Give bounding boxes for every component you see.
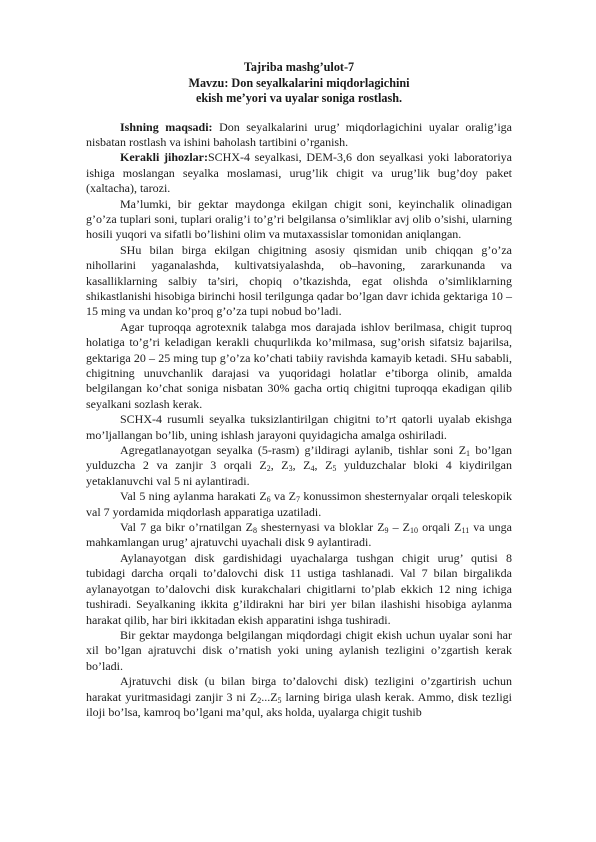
subscript: 1 [466, 449, 471, 459]
subscript: 2 [266, 464, 271, 474]
lab-title: Tajriba mashg’ulot-7 [243, 60, 355, 74]
paragraph-9: Bir gektar maydonga belgilangan miqdordagi chigit ekish uchun uyalar soni har xil bo’lgan ajratuvchi disk o’rnatish yoki uning aylanish tezligini o’zgartish kerak bo’ladi. [86, 627, 512, 673]
paragraph-5 [86, 443, 512, 489]
text-run: , Z [292, 458, 311, 473]
text-run: va unga mahkamlangan urug’ ajratuvchi uyachali disk 9 aylantiradi. [86, 520, 512, 550]
text-run: Val 5 ning aylanma harakati Z [120, 489, 267, 504]
text-run: ...Z [261, 689, 278, 704]
text-run: larning biriga ulash kerak. Ammo, disk tezligi iloji bo’lsa, kamroq bo’lgani ma’qul, aks holda, uyalarga chigit tushib [86, 689, 513, 719]
subscript: 8 [252, 526, 257, 536]
subscript: 10 [410, 526, 419, 536]
paragraph-6 [86, 489, 512, 520]
subscript: 4 [310, 464, 315, 474]
title-block [86, 60, 512, 107]
tools-paragraph [86, 150, 512, 196]
text-run: konussimon shesternyalar orqali teleskopik val 7 yordamida miqdorlash apparatiga uzatiladi. [86, 489, 512, 519]
goal-label: Ishning maqsadi: [120, 119, 213, 134]
goal-paragraph [86, 120, 512, 151]
text-run: Agregatlanayotgan seyalka (5-rasm) g’ildiragi aylanib, tishlar soni Z [120, 443, 467, 458]
tools-text: SCHX-4 seyalkasi, DEM-3,6 don seyalkasi yoki laboratoriya ishiga moslangan seyalka moslamasi, urug’lik chigit va urug’lik bug’doy paket (xaltacha), tarozi. [86, 150, 512, 196]
text-run: , Z [314, 458, 333, 473]
paragraph-10 [86, 674, 512, 720]
paragraph-8: Aylanayotgan disk gardishidagi uyachalarga tushgan chigit urug’ qutisi 8 tubidagi darcha orqali to’dalovchi disk 11 ustiga tashlanadi. Val 7 bilan birgalikda aylanayotgan to’dalovchi disk kurakchalari chigitlarni to’plab ekkich 12 ning ichiga tushiradi. Seyalkaning ikkita g’ildirakni har biri yer bilan ilashishi hisobiga aylanma harakat qilib, har biri ikkitadan ekish apparatini ishga tushiradi. [86, 550, 512, 627]
text-run: orqali Z [418, 520, 462, 535]
text-run: Val 7 ga bikr o’rnatilgan Z [120, 520, 253, 535]
subscript: 5 [332, 464, 337, 474]
paragraph-4: SCHX-4 rusumli seyalka tuksizlantirilgan chigitni to’rt qatorli uyalab ekishga mo’ljallangan bo’lib, uning ishlash jarayoni quyidagicha amalga oshiriladi. [86, 412, 512, 442]
topic-line-1: Mavzu: Don seyalkalarini miqdorlagichini [188, 75, 410, 90]
subscript: 3 [288, 464, 293, 474]
text-run: bo’lgan yulduzcha 2 va zanjir 3 orqali Z [86, 443, 512, 473]
subscript: 11 [461, 526, 470, 536]
paragraph-2: SHu bilan birga ekilgan chigitning asosiy qismidan unib chiqqan g’o’za nihollarini yaganalashda, kultivatsiyalashda, ob–havoning, zararkunanda va kasalliklarning salbiy ta’siri, chopiq o’tkazishda, egat olishda o’simliklarning shikastlanishi hisobiga birinchi hosil terilgunga qadar bo’lgan davr ichida gektariga 10 – 15 ming va undan ko’proq g’o’za tupi nobud bo’ladi. [86, 242, 512, 319]
text-run: Ajratuvchi disk (u bilan birga to’dalovchi disk) tezligini o’zgartirish uchun harakat yuritmasidagi zanjir 3 ni Z [86, 674, 512, 704]
tools-label: Kerakli jihozlar: [120, 150, 208, 165]
subscript: 7 [296, 495, 300, 505]
subscript: 5 [277, 695, 282, 705]
subscript: 6 [266, 495, 271, 505]
subscript: 2 [257, 695, 262, 705]
text-run: va Z [270, 489, 296, 504]
text-run: shesternyasi va bloklar Z [256, 520, 385, 535]
topic-line-2: ekish me’yori va uyalar soniga rostlash. [195, 91, 403, 105]
subscript: 9 [384, 526, 389, 536]
paragraph-1: Ma’lumki, bir gektar maydonga ekilgan chigit soni, keyinchalik olinadigan g’o’za tuplari soni, tuplari oralig’i to’g’ri belgilansa o’simliklar avj olib o’sishi, ularning hosili yuqori va sifatli bo’lishini olim va mutaxassislar tomonidan aniqlangan. [86, 196, 512, 242]
text-run: , Z [270, 458, 289, 473]
text-run: – Z [388, 520, 411, 535]
goal-text: Don seyalkalarini urug’ miqdorlagichini uyalar oralig’iga nisbatan rostlash va ishini baholash tartibini o’rganish. [86, 119, 512, 149]
paragraph-3: Agar tuproqqa agrotexnik talabga mos darajada ishlov berilmasa, chigit tuproq holatiga to’g’ri keladigan kerakli chuqurlikda ko’milmasa, sug’orish sifatsiz bajarilsa, gektariga 20 – 25 ming tup g’o’za ko’chati tabiiy ravishda kamayib ketadi. SHu sababli, chigitning unuvchanlik darajasi va yuqoridagi holatlar e’tiborga olinib, amalda belgilangan ko’chat soniga nisbatan 30% gacha ortiq chigitni tuproqqa ekadigan qilib seyalkani sozlash kerak. [86, 319, 512, 411]
text-run: yulduzchalar bloki 4 kiydirilgan yetaklanuvchi val 5 ni aylantiradi. [86, 458, 512, 488]
paragraph-7 [86, 520, 512, 551]
